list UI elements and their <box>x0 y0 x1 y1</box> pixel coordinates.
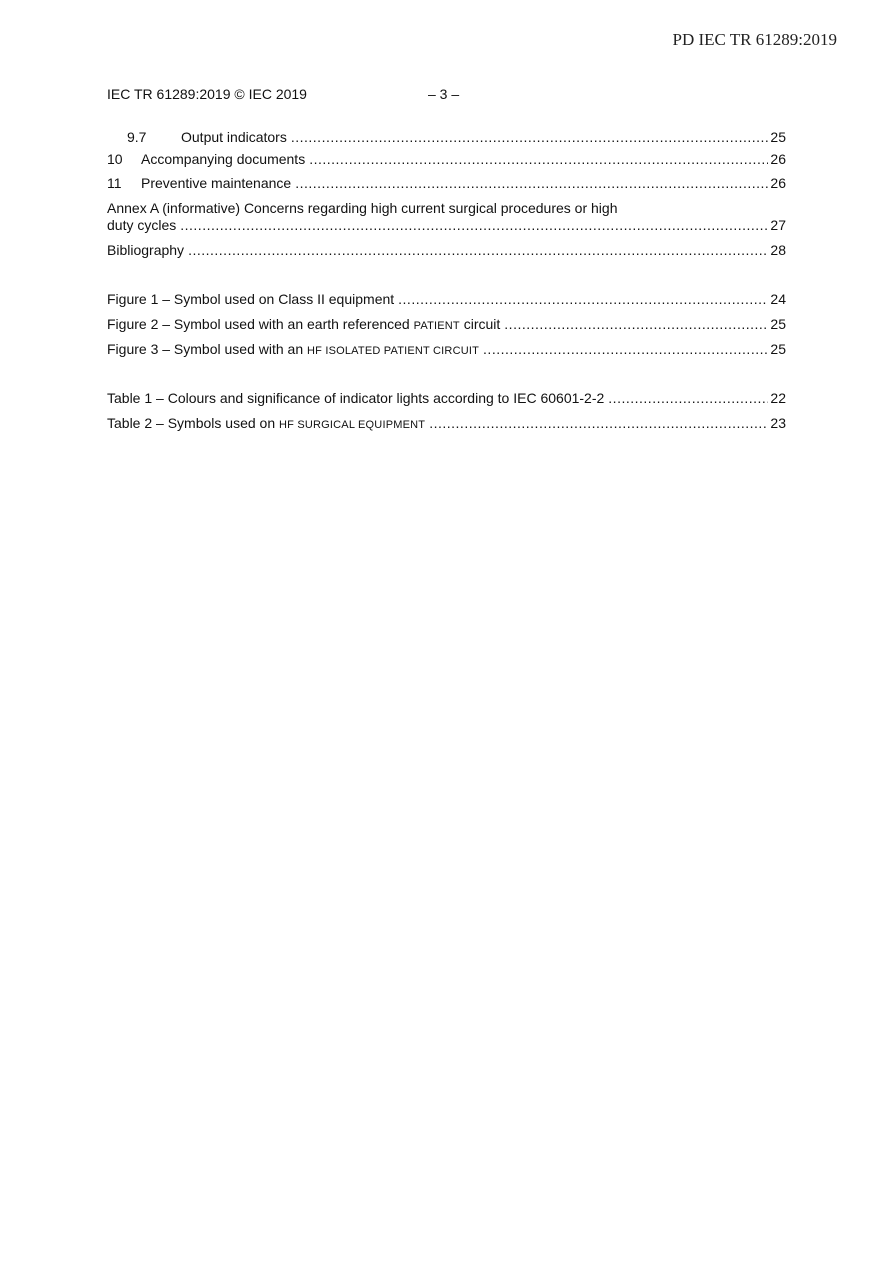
toc-annex-title-line2: duty cycles <box>107 217 177 233</box>
toc-leader-dots <box>483 339 768 359</box>
toc-entry-title: Output indicators <box>181 129 287 145</box>
list-figure-3[interactable] <box>107 339 786 359</box>
toc-entry-title: Accompanying documents <box>141 151 306 167</box>
figure-title: Figure 1 – Symbol used on Class II equipment <box>107 291 395 307</box>
toc-annex-title-line1: Annex A (informative) Concerns regarding high current surgical procedures or high <box>107 200 618 216</box>
toc-leader-dots <box>429 413 768 433</box>
figure-page: 25 <box>770 316 786 332</box>
toc-entry-11[interactable] <box>107 173 786 193</box>
figure-title-smallcaps: HF ISOLATED PATIENT CIRCUIT <box>307 345 480 357</box>
toc-leader-dots <box>295 173 768 193</box>
document-id: PD IEC TR 61289:2019 <box>672 30 837 49</box>
table-page: 22 <box>770 390 786 406</box>
toc-entry-title: Bibliography <box>107 242 185 258</box>
toc-entry-bibliography[interactable] <box>107 240 786 260</box>
toc-leader-dots <box>309 149 768 169</box>
figure-title: Figure 2 – Symbol used with an earth referenced <box>107 316 414 332</box>
table-title: Table 2 – Symbols used on <box>107 415 279 431</box>
toc-leader-dots <box>180 215 768 235</box>
toc-leader-dots <box>188 240 768 260</box>
toc-leader-dots <box>291 127 769 147</box>
toc-entry-page: 26 <box>770 151 786 167</box>
list-figure-1[interactable] <box>107 289 786 309</box>
list-table-1[interactable] <box>107 388 786 408</box>
list-figure-2[interactable] <box>107 314 786 334</box>
toc-entry-number: 9.7 <box>127 129 147 145</box>
toc-entry-10[interactable] <box>107 149 786 169</box>
page-header <box>107 86 786 106</box>
figure-page: 24 <box>770 291 786 307</box>
table-title-smallcaps: HF SURGICAL EQUIPMENT <box>279 419 426 431</box>
toc-entry-page: 27 <box>770 217 786 233</box>
figure-title: Figure 3 – Symbol used with an <box>107 341 307 357</box>
toc-entry-annex-a[interactable] <box>107 198 786 238</box>
figure-title-smallcaps: PATIENT <box>413 320 460 332</box>
toc-entry-title: Preventive maintenance <box>141 175 292 191</box>
toc-entry-number: 11 <box>107 175 122 191</box>
toc-leader-dots <box>504 314 768 334</box>
toc-entry-9-7[interactable] <box>107 127 786 147</box>
header-copyright: IEC TR 61289:2019 © IEC 2019 <box>107 86 307 102</box>
toc-entry-page: 28 <box>770 242 786 258</box>
table-page: 23 <box>770 415 786 431</box>
figure-page: 25 <box>770 341 786 357</box>
list-table-2[interactable] <box>107 413 786 433</box>
figure-title-suffix: circuit <box>459 316 501 332</box>
toc-leader-dots <box>398 289 768 309</box>
toc-entry-number: 10 <box>107 151 123 167</box>
toc-leader-dots <box>608 388 768 408</box>
header-page-number: – 3 – <box>428 86 460 102</box>
table-title: Table 1 – Colours and significance of indicator lights according to IEC 60601-2-2 <box>107 390 605 406</box>
toc-entry-page: 25 <box>770 129 786 145</box>
toc-entry-page: 26 <box>770 175 786 191</box>
